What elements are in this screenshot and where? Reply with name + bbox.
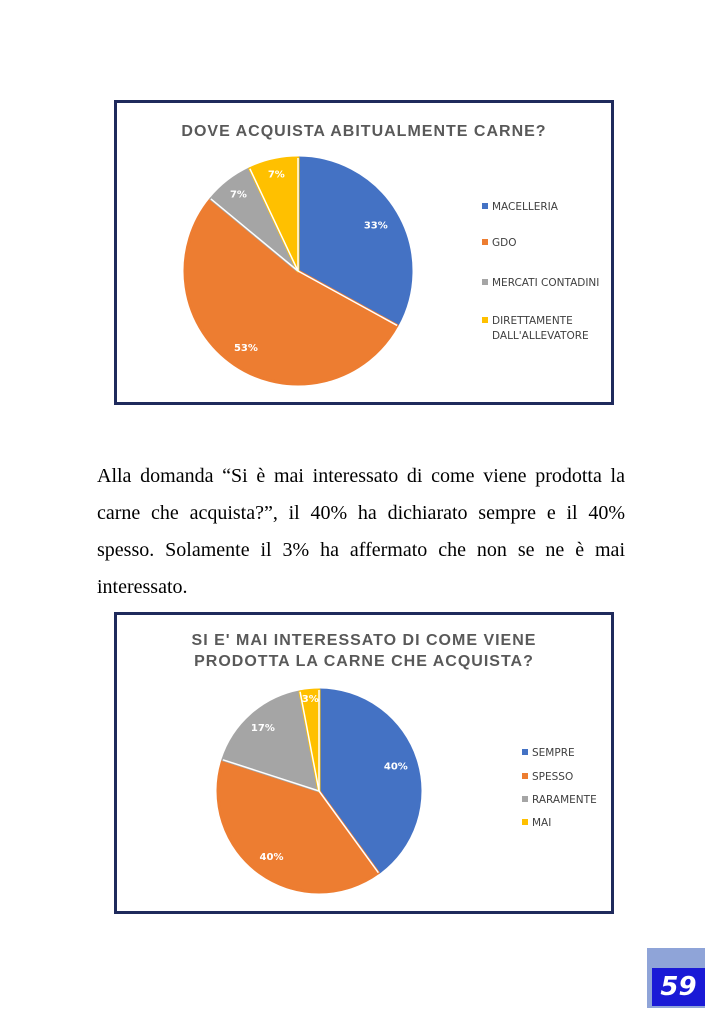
legend-label-direttamente-dall-allevatore: DIRETTAMENTE DALL'ALLEVATORE — [492, 315, 589, 342]
data-label-direttamente-dall-allevatore: 7% — [267, 169, 285, 181]
legend-label-raramente: RARAMENTE — [532, 794, 597, 806]
body-paragraph: Alla domanda “Si è mai interessato di come viene prodotta la carne che acquista?”, il 40% ha dichiarato sempre e il 40% spesso. Solamente il 3% ha affermato che non se ne è mai interessato. — [97, 465, 625, 598]
legend-label-macelleria: MACELLERIA — [492, 201, 558, 213]
pie-chart-interest-in-production — [117, 615, 611, 911]
data-label-macelleria: 33% — [363, 220, 388, 232]
legend-swatch-direttamente-dall-allevatore — [482, 317, 488, 323]
data-label-gdo: 53% — [233, 343, 258, 355]
legend-swatch-spesso — [522, 773, 528, 779]
legend-swatch-sempre — [522, 749, 528, 755]
chart-interest-in-production — [114, 612, 614, 914]
legend-label-spesso: SPESSO — [532, 771, 574, 783]
data-label-mai: 3% — [301, 693, 319, 705]
legend-swatch-raramente — [522, 796, 528, 802]
chart-title: SI E' MAI INTERESSATO DI COME VIENE PRODOTTA LA CARNE CHE ACQUISTA? — [191, 632, 537, 670]
legend-swatch-gdo — [482, 239, 488, 245]
data-label-sempre: 40% — [383, 761, 408, 773]
legend-swatch-mercati-contadini — [482, 279, 488, 285]
page-number: 59 — [660, 972, 697, 1002]
legend-label-gdo: GDO — [492, 237, 517, 249]
chart-title: DOVE ACQUISTA ABITUALMENTE CARNE? — [181, 123, 547, 140]
legend-label-sempre: SEMPRE — [532, 747, 575, 759]
legend-label-mai: MAI — [532, 817, 552, 829]
data-label-raramente: 17% — [250, 722, 275, 734]
legend-swatch-macelleria — [482, 203, 488, 209]
pie-chart-purchase-location — [117, 103, 611, 402]
data-label-spesso: 40% — [259, 851, 284, 863]
page-number-badge — [647, 948, 705, 1008]
chart-purchase-location — [114, 100, 614, 405]
legend-swatch-mai — [522, 819, 528, 825]
data-label-mercati-contadini: 7% — [229, 189, 247, 201]
legend-label-mercati-contadini: MERCATI CONTADINI — [492, 277, 600, 289]
page-number-box — [652, 968, 705, 1006]
